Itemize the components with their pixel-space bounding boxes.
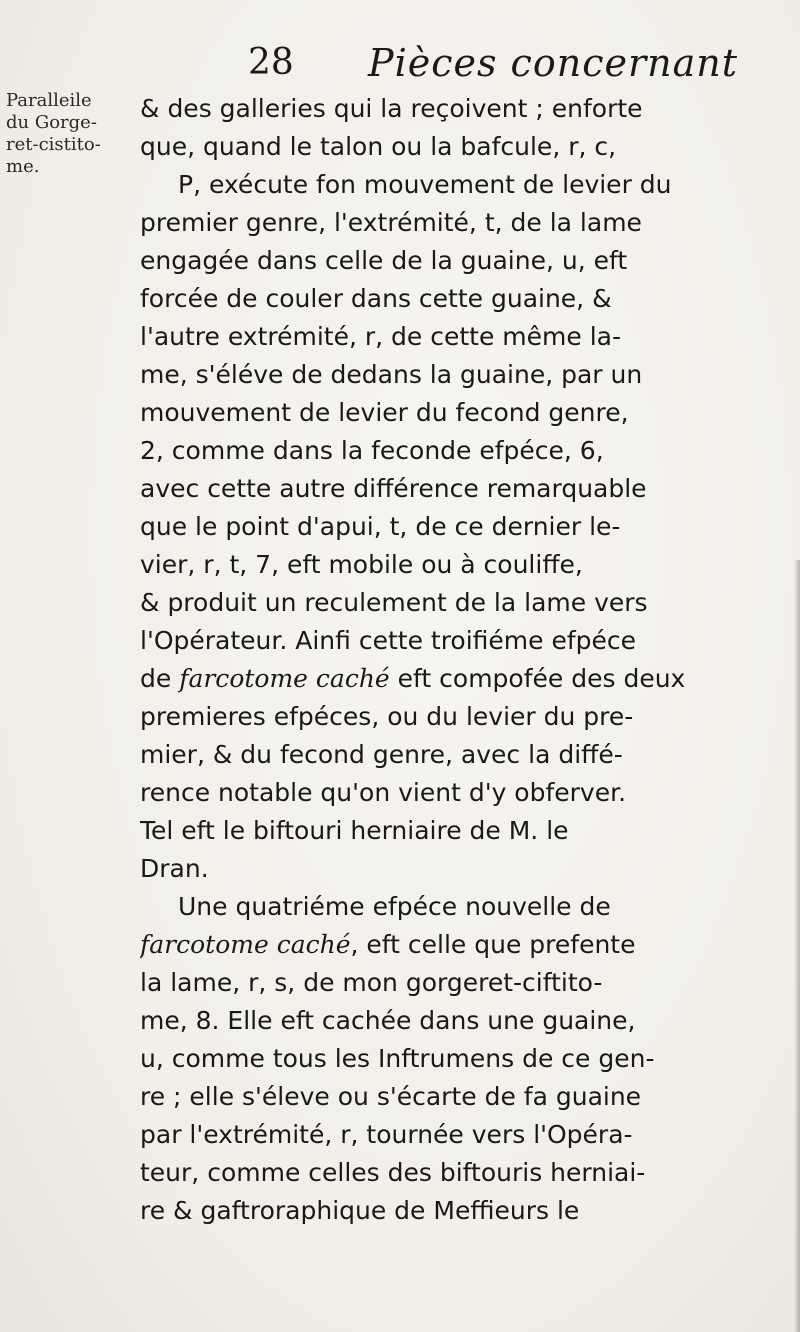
text-line: avec cette autre différence remarquable	[140, 474, 647, 503]
text-line: que, quand le talon ou la bafcule, r, c,	[140, 132, 617, 161]
text-line: par l'extrémité, r, tournée vers l'Opéra-	[140, 1120, 633, 1149]
text-line: & produit un reculement de la lame vers	[140, 588, 648, 617]
page-header	[248, 38, 748, 88]
text-fragment: de	[140, 664, 180, 693]
body-text	[140, 90, 788, 1230]
italic-term: farcotome caché	[179, 664, 390, 693]
text-line: me, 8. Elle eft cachée dans une guaine,	[140, 1006, 636, 1035]
text-line: forcée de couler dans cette guaine, &	[140, 284, 612, 313]
text-line: re & gaftroraphique de Meffieurs le	[140, 1196, 580, 1225]
text-line: premier genre, l'extrémité, t, de la lame	[140, 208, 642, 237]
page-edge-shadow	[794, 560, 800, 1332]
running-head: Pièces concernant	[368, 41, 739, 85]
text-line: P, exécute fon mouvement de levier du	[178, 170, 672, 199]
margin-note	[6, 90, 136, 178]
text-line: 2, comme dans la feconde efpéce, 6,	[140, 436, 604, 465]
text-line: teur, comme celles des biftouris herniai-	[140, 1158, 646, 1187]
text-line: rence notable qu'on vient d'y obferver.	[140, 778, 627, 807]
text-line: re ; elle s'éleve ou s'écarte de fa guaine	[140, 1082, 642, 1111]
text-line: & des galleries qui la reçoivent ; enforte	[140, 94, 643, 123]
text-line: mier, & du fecond genre, avec la diffé-	[140, 740, 623, 769]
text-line	[140, 926, 788, 964]
text-line: me, s'éléve de dedans la guaine, par un	[140, 360, 643, 389]
text-line: Une quatriéme efpéce nouvelle de	[178, 892, 611, 921]
text-line: u, comme tous les Inftrumens de ce gen-	[140, 1044, 655, 1073]
text-line: Tel eft le biftouri herniaire de M. le	[140, 816, 569, 845]
text-line: l'Opérateur. Ainfi cette troifiéme efpéce	[140, 626, 637, 655]
page-number: 28	[248, 42, 294, 83]
text-line: premieres efpéces, ou du levier du pre-	[140, 702, 634, 731]
text-fragment: , eft celle que prefente	[350, 930, 636, 959]
text-line	[140, 660, 788, 698]
text-line: l'autre extrémité, r, de cette même la-	[140, 322, 621, 351]
margin-note-line: Paralleile	[6, 90, 92, 111]
margin-note-line: ret-cistito-	[6, 134, 101, 155]
margin-note-line: me.	[6, 156, 40, 177]
text-line: la lame, r, s, de mon gorgeret-ciftito-	[140, 968, 603, 997]
text-line: vier, r, t, 7, eft mobile ou à couliffe,	[140, 550, 583, 579]
text-line: engagée dans celle de la guaine, u, eft	[140, 246, 628, 275]
italic-term: farcotome caché	[140, 930, 351, 959]
text-line: mouvement de levier du fecond genre,	[140, 398, 629, 427]
text-line: que le point d'apui, t, de ce dernier le-	[140, 512, 621, 541]
text-fragment: eft compofée des deux	[389, 664, 686, 693]
text-line: Dran.	[140, 854, 209, 883]
margin-note-line: du Gorge-	[6, 112, 97, 133]
